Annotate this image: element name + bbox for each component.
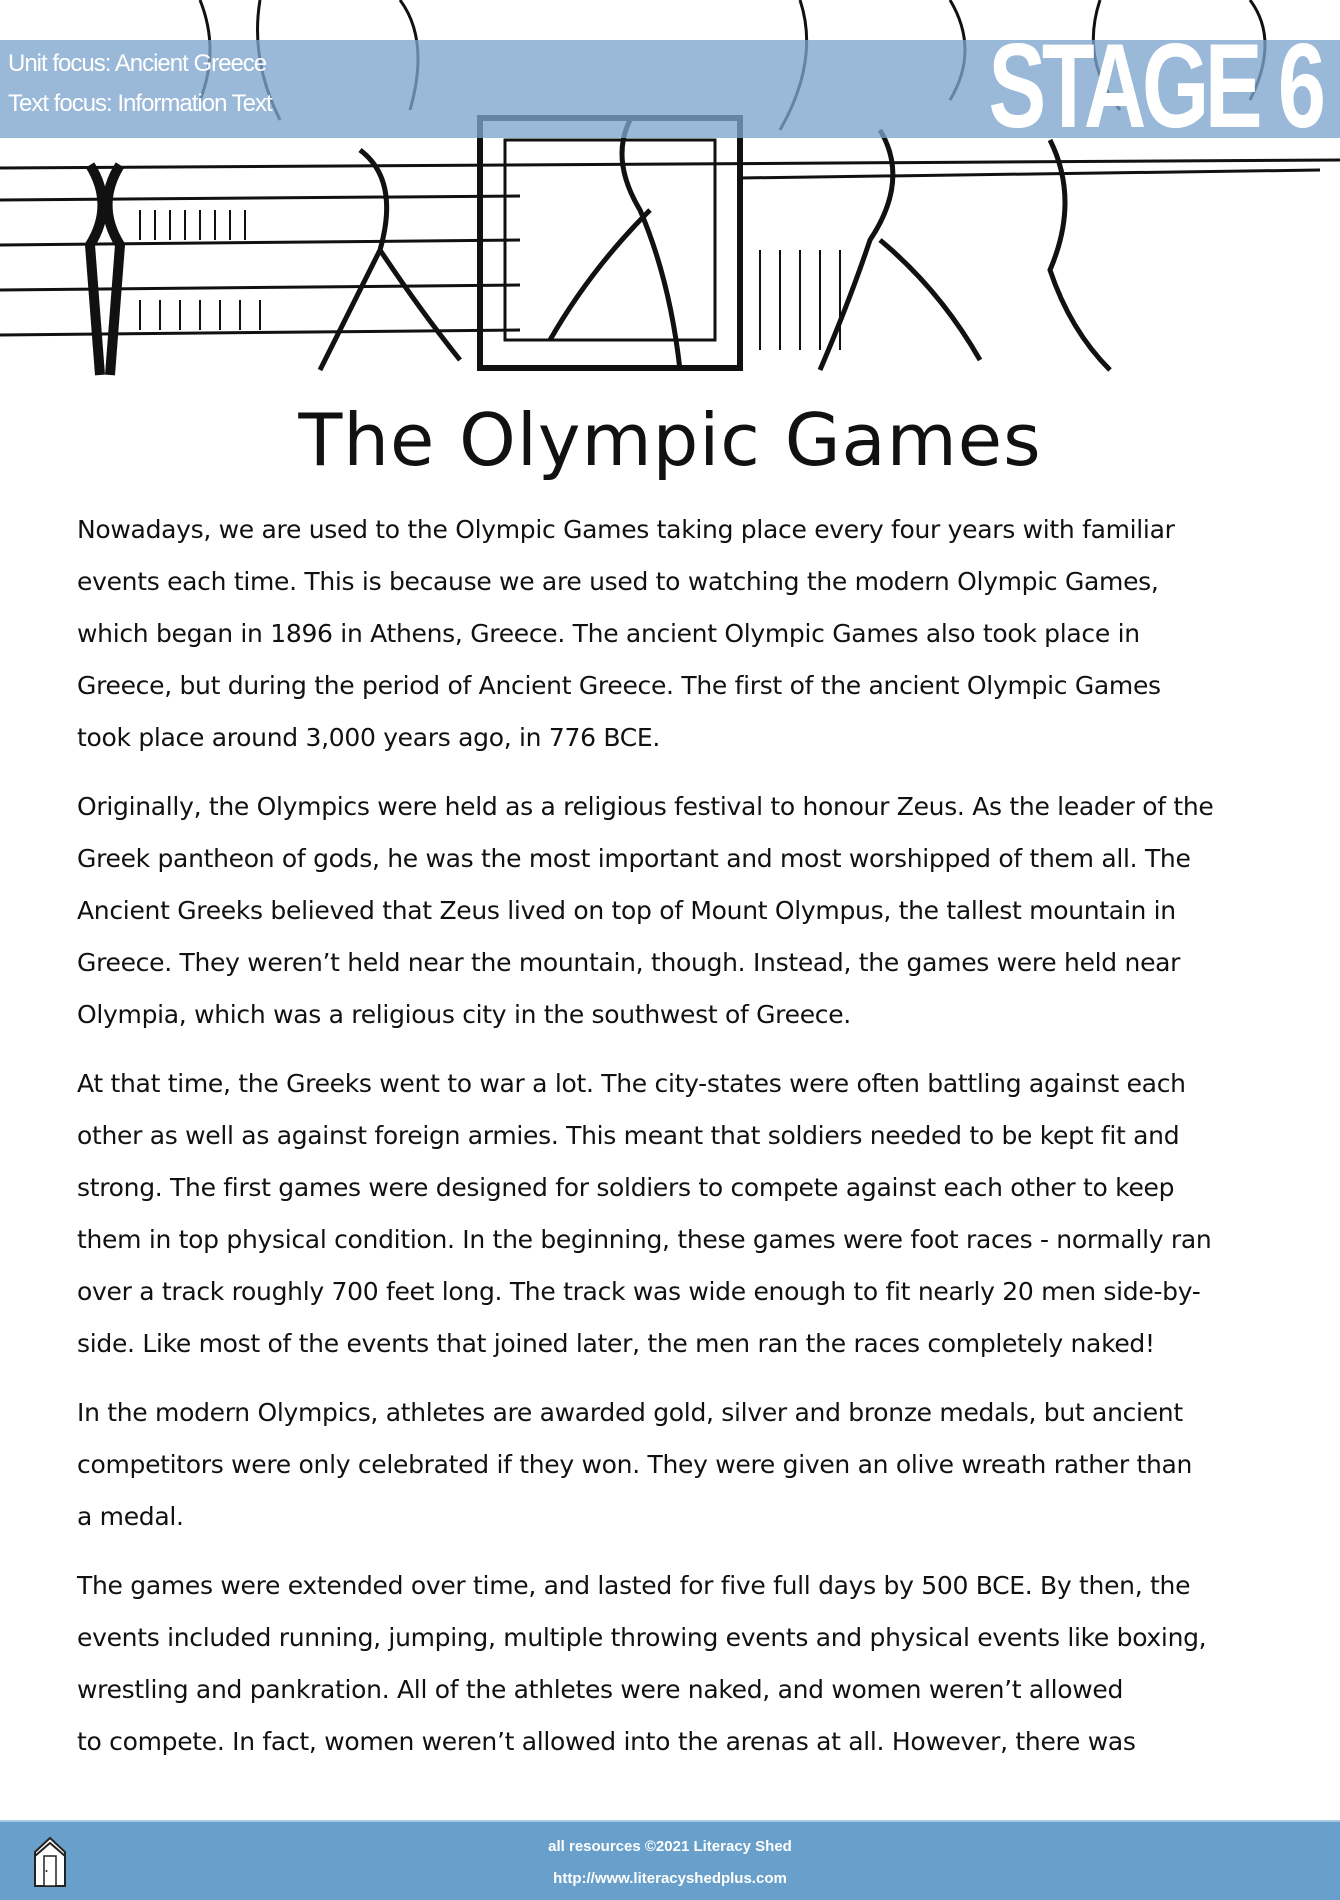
website-link[interactable]: http://www.literacyshedplus.com	[553, 1870, 787, 1887]
text-line: The games were extended over time, and lasted for five full days by 500 BCE. By then, the	[77, 1571, 1191, 1600]
stage-label: STAGE 6	[988, 19, 1322, 153]
text-line: Olympia, which was a religious city in the southwest of Greece.	[77, 1000, 851, 1029]
text-line: side. Like most of the events that joined later, the men ran the races completely naked!	[77, 1329, 1155, 1358]
paragraph	[77, 781, 1277, 1041]
text-line: which began in 1896 in Athens, Greece. The ancient Olympic Games also took place in	[77, 619, 1140, 648]
text-line: them in top physical condition. In the beginning, these games were foot races - normally ran	[77, 1225, 1212, 1254]
text-line: a medal.	[77, 1502, 184, 1531]
paragraph	[77, 1058, 1277, 1370]
footer	[0, 1820, 1340, 1900]
header-illustration	[0, 0, 1340, 382]
text-line: Ancient Greeks believed that Zeus lived on top of Mount Olympus, the tallest mountain in	[77, 896, 1176, 925]
text-line: Greece. They weren’t held near the mountain, though. Instead, the games were held near	[77, 948, 1181, 977]
text-line: strong. The first games were designed for soldiers to compete against each other to keep	[77, 1173, 1175, 1202]
text-line: events included running, jumping, multiple throwing events and physical events like boxing,	[77, 1623, 1207, 1652]
text-line: Greece, but during the period of Ancient Greece. The first of the ancient Olympic Games	[77, 671, 1161, 700]
text-line: Nowadays, we are used to the Olympic Games taking place every four years with familiar	[77, 515, 1175, 544]
text-line: over a track roughly 700 feet long. The track was wide enough to fit nearly 20 men side-by-	[77, 1277, 1201, 1306]
paragraph	[77, 504, 1277, 764]
paragraph	[77, 1560, 1277, 1768]
text-line: competitors were only celebrated if they won. They were given an olive wreath rather than	[77, 1450, 1193, 1479]
text-line: In the modern Olympics, athletes are awarded gold, silver and bronze medals, but ancient	[77, 1398, 1183, 1427]
unit-focus: Unit focus: Ancient Greece	[8, 50, 267, 77]
text-line: took place around 3,000 years ago, in 776 BCE.	[77, 723, 661, 752]
text-line: Originally, the Olympics were held as a religious festival to honour Zeus. As the leader of the	[77, 792, 1214, 821]
text-focus: Text focus: Information Text	[8, 90, 272, 117]
page-title: The Olympic Games	[298, 398, 1042, 482]
paragraph	[77, 1387, 1277, 1543]
text-line: to compete. In fact, women weren’t allowed into the arenas at all. However, there was	[77, 1727, 1136, 1756]
text-line: Greek pantheon of gods, he was the most important and most worshipped of them all. The	[77, 844, 1191, 873]
article-body	[77, 504, 1277, 1785]
text-line: events each time. This is because we are used to watching the modern Olympic Games,	[77, 567, 1159, 596]
text-line: At that time, the Greeks went to war a lot. The city-states were often battling against each	[77, 1069, 1186, 1098]
copyright-text: all resources ©2021 Literacy Shed	[548, 1838, 792, 1855]
text-line: wrestling and pankration. All of the athletes were naked, and women weren’t allowed	[77, 1675, 1124, 1704]
text-line: other as well as against foreign armies. This meant that soldiers needed to be kept fit and	[77, 1121, 1180, 1150]
